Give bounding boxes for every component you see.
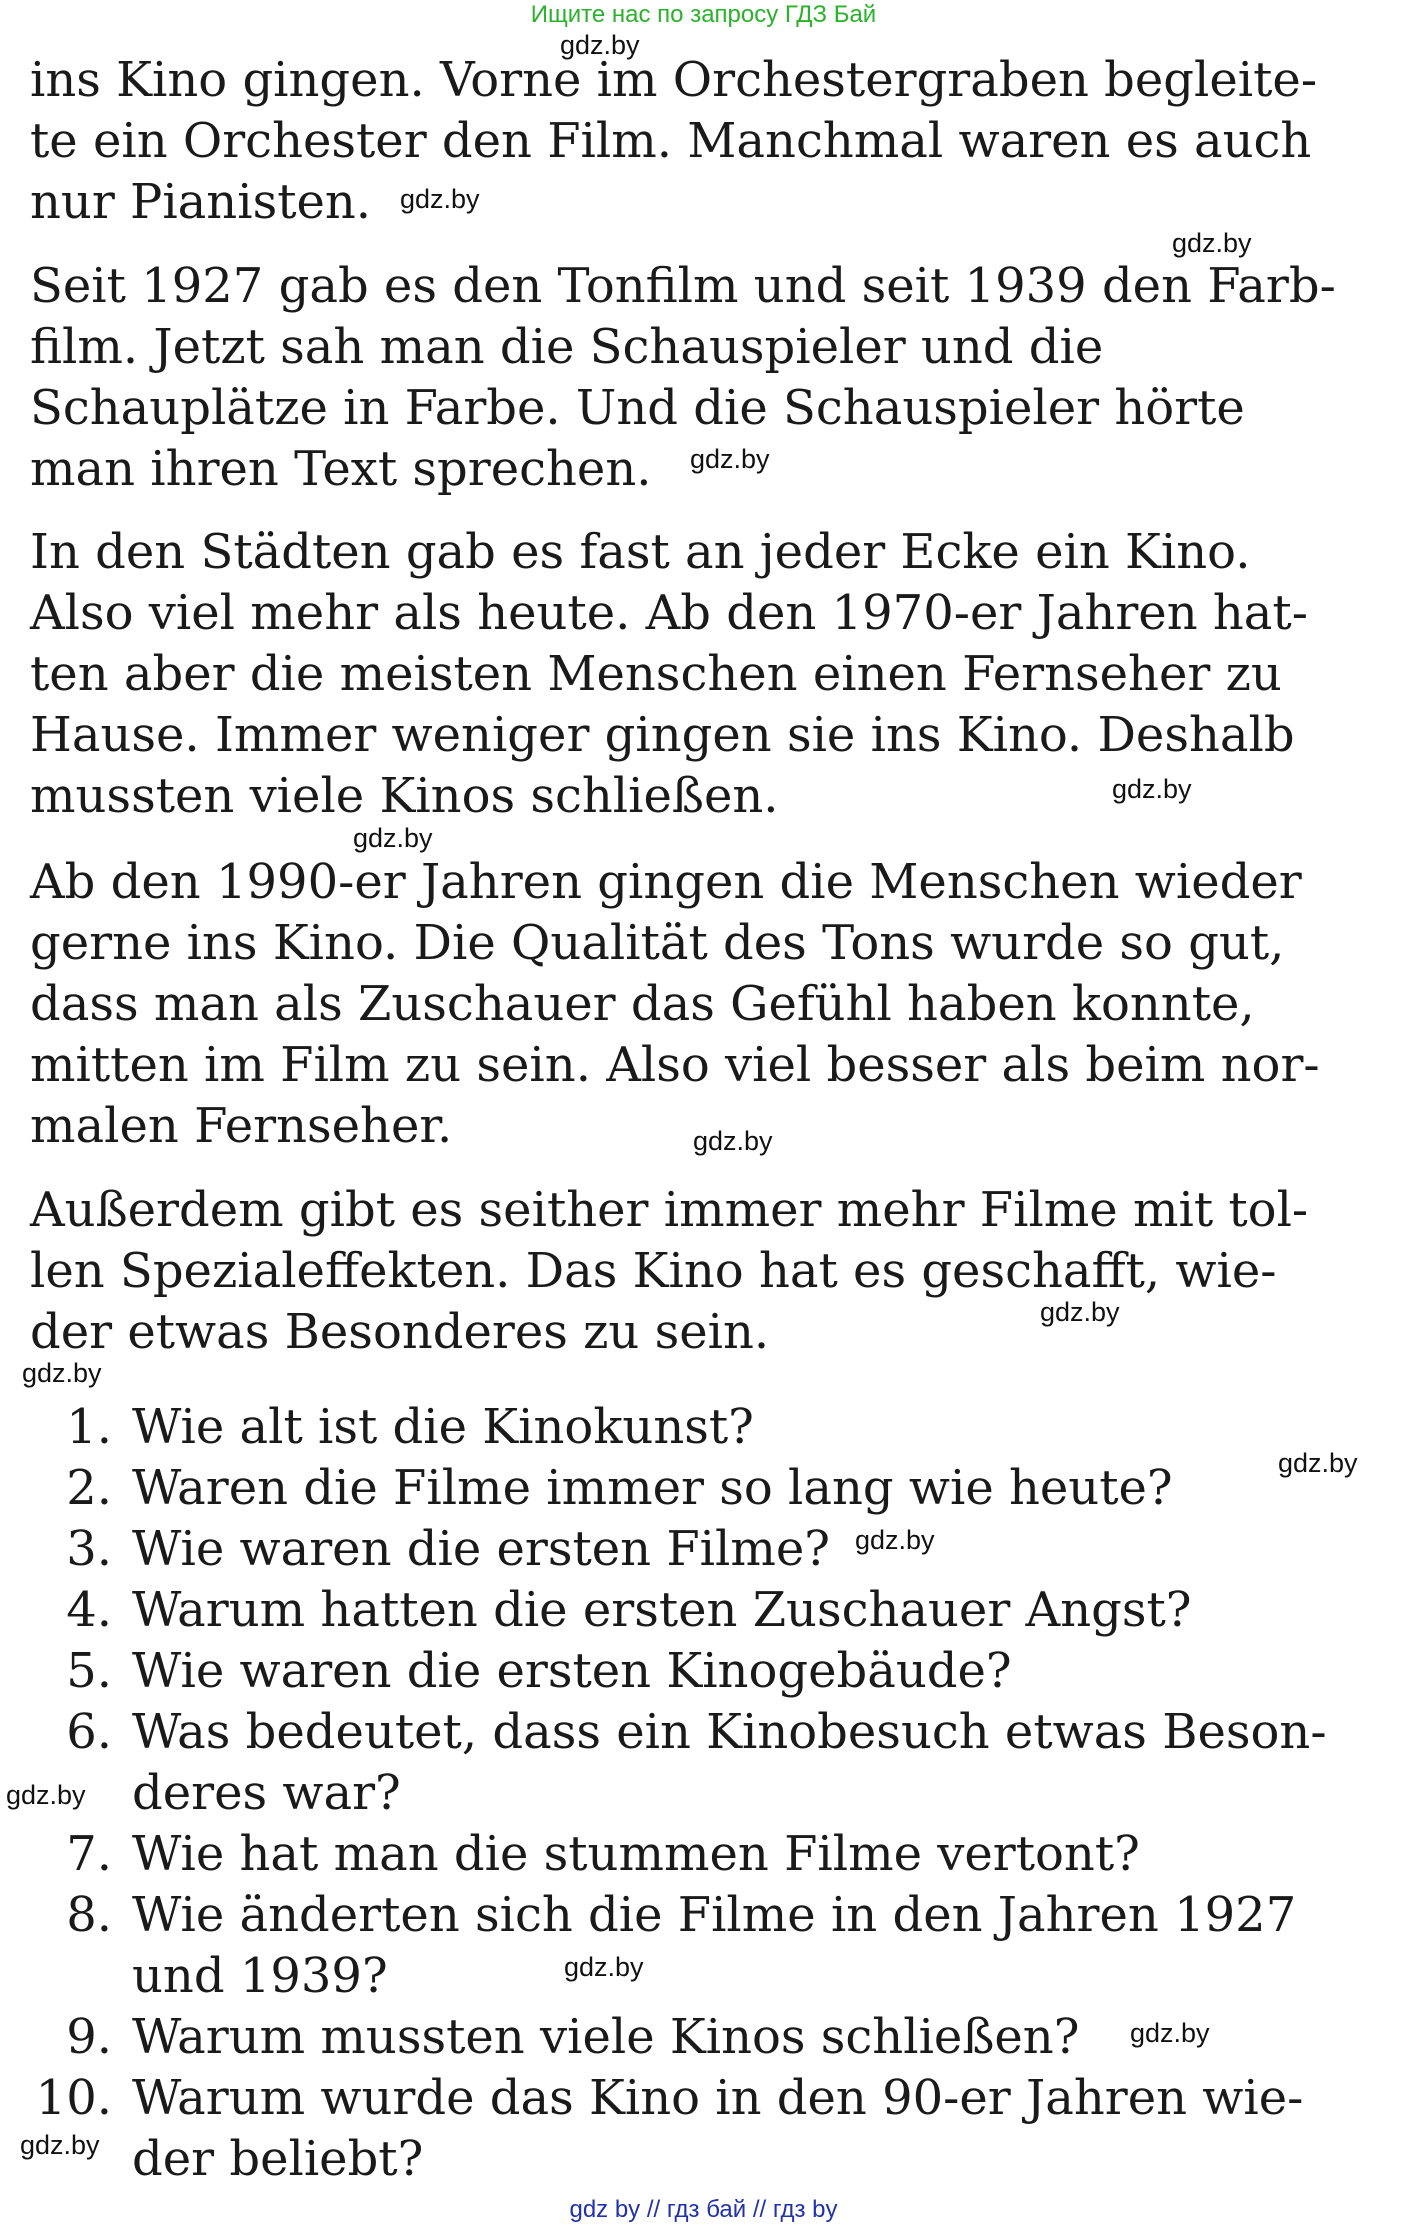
text-line: film. Jetzt sah man die Schauspieler und die — [30, 319, 1104, 375]
watermark: gdz.by — [353, 823, 433, 853]
text-line: te ein Orchester den Film. Manchmal waren es auch — [30, 113, 1312, 169]
question-text: Wie hat man die stummen Filme vertont? — [132, 1826, 1140, 1882]
question-number: 7. — [66, 1826, 112, 1882]
watermark: gdz.by — [1112, 774, 1192, 804]
watermark: gdz.by — [1130, 2018, 1210, 2048]
question-text: Was bedeutet, dass ein Kinobesuch etwas Beson- — [132, 1704, 1327, 1760]
text-line: Also viel mehr als heute. Ab den 1970-er Jahren hat- — [30, 585, 1308, 641]
watermark: gdz.by — [560, 30, 640, 60]
bottom-site-banner: gdz by // гдз бай // гдз by — [569, 2196, 838, 2223]
text-line: ins Kino gingen. Vorne im Orchestergraben begleite- — [30, 52, 1318, 108]
question-text: der beliebt? — [132, 2131, 424, 2187]
question-number: 9. — [66, 2009, 112, 2065]
text-line: gerne ins Kino. Die Qualität des Tons wurde so gut, — [30, 915, 1285, 971]
watermark: gdz.by — [400, 184, 480, 214]
watermark: gdz.by — [6, 1780, 86, 1810]
watermark: gdz.by — [690, 444, 770, 474]
watermark: gdz.by — [564, 1952, 644, 1982]
question-text: und 1939? — [132, 1948, 388, 2004]
question-text: deres war? — [132, 1765, 401, 1821]
question-text: Wie waren die ersten Kinogebäude? — [132, 1643, 1012, 1699]
watermark: gdz.by — [20, 2130, 100, 2160]
question-text: Warum hatten die ersten Zuschauer Angst? — [132, 1582, 1192, 1638]
text-line: In den Städten gab es fast an jeder Ecke ein Kino. — [30, 524, 1251, 580]
question-text: Waren die Filme immer so lang wie heute? — [132, 1460, 1173, 1516]
text-line: dass man als Zuschauer das Gefühl haben konnte, — [30, 976, 1255, 1032]
question-number: 5. — [66, 1643, 112, 1699]
question-number: 8. — [66, 1887, 112, 1943]
watermark: gdz.by — [1172, 228, 1252, 258]
text-line: mitten im Film zu sein. Also viel besser als beim nor- — [30, 1037, 1320, 1093]
text-line: ten aber die meisten Menschen einen Fernseher zu — [30, 646, 1282, 702]
text-line: len Spezialeffekten. Das Kino hat es geschafft, wie- — [30, 1243, 1277, 1299]
question-text: Warum mussten viele Kinos schließen? — [132, 2009, 1080, 2065]
question-number: 2. — [66, 1460, 112, 1516]
text-line: Seit 1927 gab es den Tonfilm und seit 1939 den Farb- — [30, 258, 1336, 314]
text-line: Ab den 1990-er Jahren gingen die Menschen wieder — [30, 854, 1302, 910]
top-search-banner: Ищите нас по запросу ГДЗ Бай — [530, 1, 877, 28]
watermark: gdz.by — [1040, 1297, 1120, 1327]
watermark: gdz.by — [855, 1525, 935, 1555]
question-text: Wie alt ist die Kinokunst? — [132, 1399, 754, 1455]
question-text: Wie waren die ersten Filme? — [132, 1521, 830, 1577]
question-number: 1. — [66, 1399, 112, 1455]
text-line: nur Pianisten. — [30, 174, 372, 230]
watermark: gdz.by — [22, 1358, 102, 1388]
question-number: 6. — [66, 1704, 112, 1760]
watermark: gdz.by — [693, 1126, 773, 1156]
text-line: der etwas Besonderes zu sein. — [30, 1304, 770, 1360]
watermark: gdz.by — [1278, 1448, 1358, 1478]
text-line: mussten viele Kinos schließen. — [30, 768, 779, 824]
text-line: Hause. Immer weniger gingen sie ins Kino. Deshalb — [30, 707, 1295, 763]
text-line: malen Fernseher. — [30, 1098, 453, 1154]
question-number: 3. — [66, 1521, 112, 1577]
question-number: 4. — [66, 1582, 112, 1638]
text-line: man ihren Text sprechen. — [30, 441, 652, 497]
question-number: 10. — [35, 2070, 112, 2126]
text-line: Außerdem gibt es seither immer mehr Filme mit tol- — [30, 1182, 1309, 1238]
question-text: Wie änderten sich die Filme in den Jahren 1927 — [132, 1887, 1297, 1943]
text-line: Schauplätze in Farbe. Und die Schauspieler hörte — [30, 380, 1245, 436]
question-text: Warum wurde das Kino in den 90-er Jahren wie- — [132, 2070, 1304, 2126]
